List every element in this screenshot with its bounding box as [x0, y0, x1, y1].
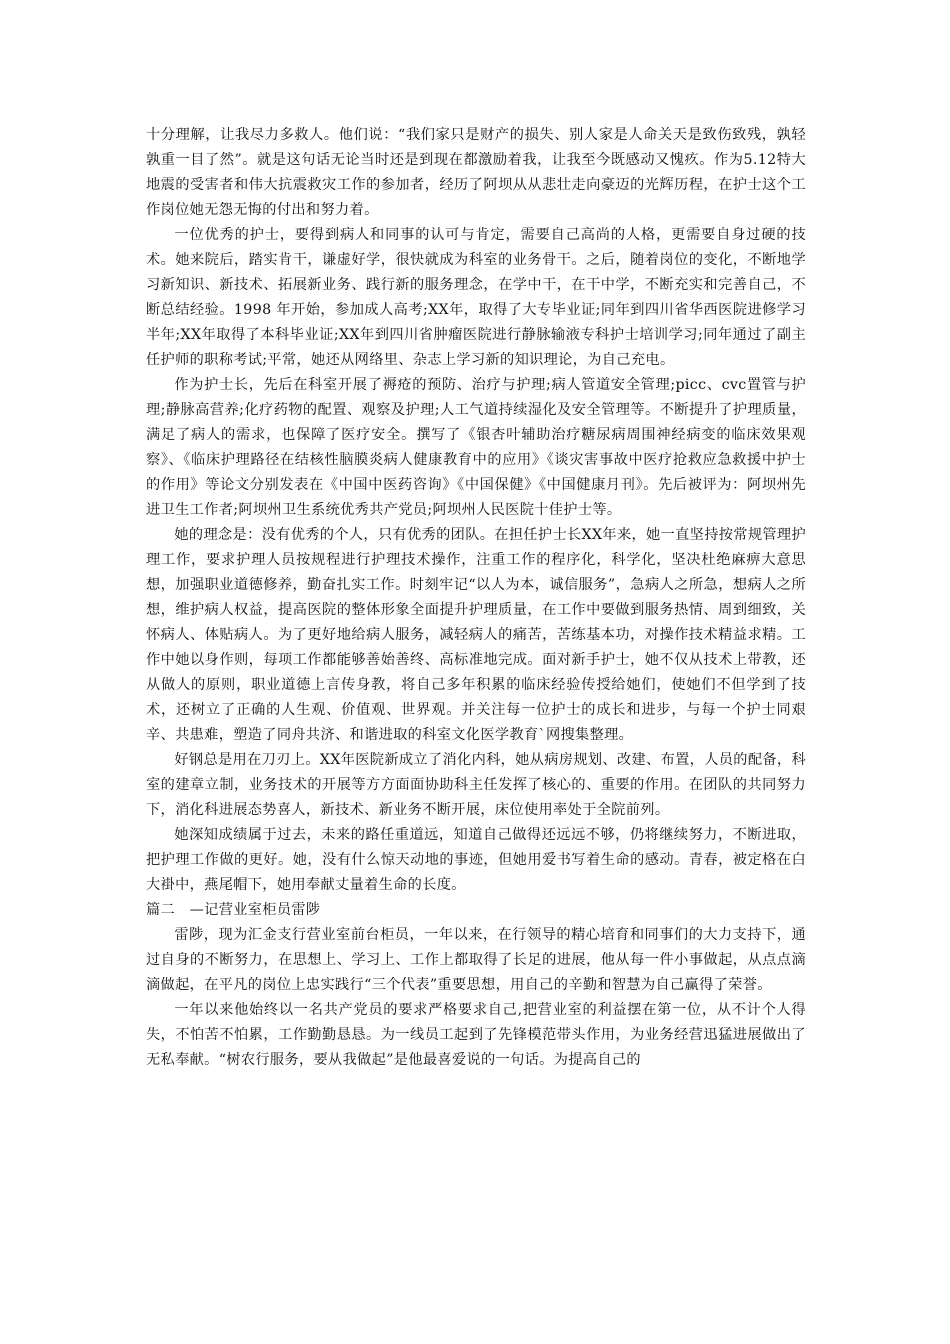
paragraph-4: 她的理念是：没有优秀的个人，只有优秀的团队。在担任护士长XX年来，她一直坚持按常规管理护理工作，要求护理人员按规程进行护理技术操作，注重工作的程序化，科学化，坚决杜绝麻痹大意思想，加强职业道德修养，勤奋扎实工作。时刻牢记“以人为本，诚信服务”，急病人之所急，想病人之所想，维护病人权益，提高医院的整体形象全面提升护理质量，在工作中要做到服务热情、周到细致，关怀病人、体贴病人。为了更好地给病人服务，减轻病人的痛苦，苦练基本功，对操作技术精益求精。工作中她以身作则，每项工作都能够善始善终、高标准地完成。面对新手护士，她不仅从技术上带教，还从做人的原则，职业道德上言传身教，将自己多年积累的临床经验传授给她们，使她们不但学到了技术，还树立了正确的人生观、价值观、世界观。并关注每一位护士的成长和进步，与每一个护士同艰辛、共患难，塑造了同舟共济、和谐进取的科室文化医学教育`网搜集整理。: [146, 527, 806, 743]
section-heading: 篇二 —记营业室柜员雷陟: [146, 902, 321, 918]
paragraph-3: 作为护士长，先后在科室开展了褥疮的预防、治疗与护理;病人管道安全管理;picc、cvc置管与护理;静脉高营养;化疗药物的配置、观察及护理;人工气道持续湿化及安全管理等。不断提升了护理质量，满足了病人的需求，也保障了医疗安全。撰写了《银杏叶辅助治疗糖尿病周围神经病变的临床效果观察》、《临床护理路径在结核性脑膜炎病人健康教育中的应用》《谈灾害事故中医疗抢救应急救援中护士的作用》等论文分别发表在《中国中医药咨询》《中国保健》《中国健康月刊》。先后被评为：阿坝州先进卫生工作者;阿坝州卫生系统优秀共产党员;阿坝州人民医院十佳护士等。: [146, 377, 806, 518]
paragraph-6: 她深知成绩属于过去，未来的路任重道远，知道自己做得还远远不够，仍将继续努力，不断进取，把护理工作做的更好。她，没有什么惊天动地的事迹，但她用爱书写着生命的感动。青春，被定格在白大褂中，燕尾帽下，她用奉献丈量着生命的长度。: [146, 827, 806, 893]
paragraph-1: 十分理解，让我尽力多救人。他们说：“我们家只是财产的损失、别人家是人命关天是致伤致残，孰轻孰重一目了然”。就是这句话无论当时还是到现在都激励着我，让我至今既感动又愧疚。作为5.12特大地震的受害者和伟大抗震救灾工作的参加者，经历了阿坝从从悲壮走向豪迈的光辉历程，在护士这个工作岗位她无怨无悔的付出和努力着。: [146, 127, 806, 218]
paragraph-2: 一位优秀的护士，要得到病人和同事的认可与肯定，需要自己高尚的人格，更需要自身过硬的技术。她来院后，踏实肯干，谦虚好学，很快就成为科室的业务骨干。之后，随着岗位的变化，不断地学习新知识、新技术、拓展新业务、践行新的服务理念，在学中干，在干中学，不断充实和完善自己，不断总结经验。1998 年开始，参加成人高考;XX年，取得了大专毕业证;同年到四川省华西医院进修学习半年;XX年取得了本科毕业证;XX年到四川省肿瘤医院进行静脉输液专科护士培训学习;同年通过了副主任护师的职称考试;平常，她还从网络里、杂志上学习新的知识理论，为自己充电。: [146, 227, 806, 368]
paragraph-7: 雷陟，现为汇金支行营业室前台柜员，一年以来，在行领导的精心培育和同事们的大力支持下，通过自身的不断努力，在思想上、学习上、工作上都取得了长足的进展，他从每一件小事做起，从点点滴滴做起，在平凡的岗位上忠实践行“三个代表”重要思想，用自己的辛勤和智慧为自己赢得了荣誉。: [146, 927, 806, 993]
document-page: [146, 123, 806, 1073]
paragraph-8: 一年以来他始终以一名共产党员的要求严格要求自己,把营业室的利益摆在第一位，从不计个人得失，不怕苦不怕累，工作勤勤恳恳。为一线员工起到了先锋模范带头作用，为业务经营迅猛进展做出了无私奉献。“树农行服务，要从我做起”是他最喜爱说的一句话。为提高自己的: [146, 1002, 806, 1068]
paragraph-5: 好钢总是用在刀刃上。XX年医院新成立了消化内科，她从病房规划、改建、布置，人员的配备，科室的建章立制，业务技术的开展等方方面面协助科主任发挥了核心的、重要的作用。在团队的共同努力下，消化科进展态势喜人，新技术、新业务不断开展，床位使用率处于全院前列。: [146, 752, 806, 818]
